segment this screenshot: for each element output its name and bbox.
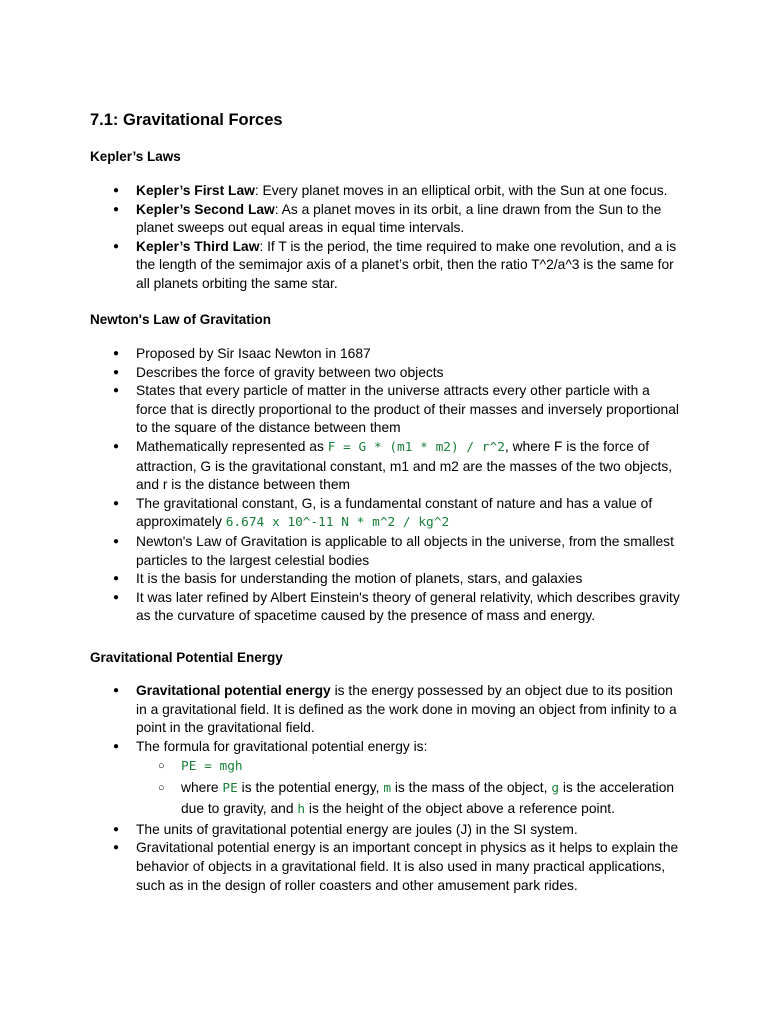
list-item: ● It was later refined by Albert Einstein's theory of general relativity, which describes gravity as the curvature of spacetime caused by the presence of mass and energy. xyxy=(0,589,681,626)
variable-code: m xyxy=(383,780,392,796)
item-text: Mathematically represented as xyxy=(136,438,328,454)
formula-code: F = G * (m1 * m2) / r^2 xyxy=(327,439,505,455)
formula-code: PE = mgh xyxy=(181,759,243,775)
list-item: ● States that every particle of matter in the universe attracts every other particle with a force that is directly proportional to the product of their masses and inversely proportional to the square of the distance between them xyxy=(0,382,681,438)
list-item xyxy=(0,495,681,533)
list-item: ● The units of gravitational potential energy are joules (J) in the SI system. xyxy=(0,821,681,840)
list-item: ● It is the basis for understanding the motion of planets, stars, and galaxies xyxy=(0,570,681,589)
sub-list-item xyxy=(136,756,681,778)
list-item: ● Describes the force of gravity between two objects xyxy=(0,364,681,383)
item-text: The gravitational constant, G, is a fundamental constant of nature and has a value of approximately xyxy=(136,495,653,530)
list-item: ● Newton's Law of Gravitation is applicable to all objects in the universe, from the smallest particles to the largest celestial bodies xyxy=(0,533,681,570)
gpe-list xyxy=(0,682,768,895)
item-label: Kepler’s Third Law xyxy=(136,238,260,254)
item-label: Gravitational potential energy xyxy=(136,683,331,698)
sub-list-item xyxy=(136,778,681,821)
list-item xyxy=(0,182,681,201)
variable-code: h xyxy=(297,802,306,818)
newton-law-heading: Newton's Law of Gravitation xyxy=(90,312,271,327)
list-item xyxy=(0,438,681,495)
item-label: Kepler’s Second Law xyxy=(136,201,275,217)
item-text: is the potential energy, xyxy=(237,779,384,795)
list-item: ● Gravitational potential energy is an important concept in physics as it helps to explain the behavior of objects in a gravitational field. It is also used in many practical applications, such as in the design of roller coasters and other amusement park rides. xyxy=(0,839,681,895)
item-text: : If T is the period, the time required to make one revolution, and a is the length of the semimajor axis of a planet’s orbit, then the ratio T^2/a^3 is the same for all planets orbiting the same star. xyxy=(136,238,677,291)
list-item xyxy=(0,738,681,821)
kepler-laws-list xyxy=(0,182,768,294)
item-text: is the mass of the object, xyxy=(391,779,552,795)
item-text: : Every planet moves in an elliptical orbit, with the Sun at one focus. xyxy=(254,183,668,198)
list-item: ● Proposed by Sir Isaac Newton in 1687 xyxy=(0,345,681,364)
item-text: where xyxy=(181,779,223,795)
gpe-heading: Gravitational Potential Energy xyxy=(90,650,283,665)
variable-code: PE xyxy=(222,780,238,796)
item-text: : As a planet moves in its orbit, a line drawn from the Sun to the planet sweeps out equal areas in equal time intervals. xyxy=(136,201,662,236)
page-title: 7.1: Gravitational Forces xyxy=(90,111,283,129)
formula-sublist xyxy=(136,756,681,821)
variable-code: g xyxy=(551,780,560,796)
item-text: The formula for gravitational potential energy is: xyxy=(136,738,428,754)
list-item xyxy=(0,682,681,738)
newton-law-list xyxy=(0,345,768,626)
list-item xyxy=(0,238,681,294)
item-text: is the energy possessed by an object due to its position in a gravitational field. It is defined as the work done in moving an object from infinity to a point in the gravitational field. xyxy=(136,683,677,736)
constant-code: 6.674 x 10^-11 N * m^2 / kg^2 xyxy=(225,515,450,531)
kepler-laws-heading: Kepler’s Laws xyxy=(90,149,181,164)
item-text: is the acceleration due to gravity, and xyxy=(181,779,675,817)
item-text: is the height of the object above a reference point. xyxy=(305,801,615,817)
list-item xyxy=(0,201,681,238)
item-text: , where F is the force of attraction, G is the gravitational constant, m1 and m2 are the masses of the two objects, and r is the distance between them xyxy=(136,438,673,493)
item-label: Kepler’s First Law xyxy=(136,183,255,198)
